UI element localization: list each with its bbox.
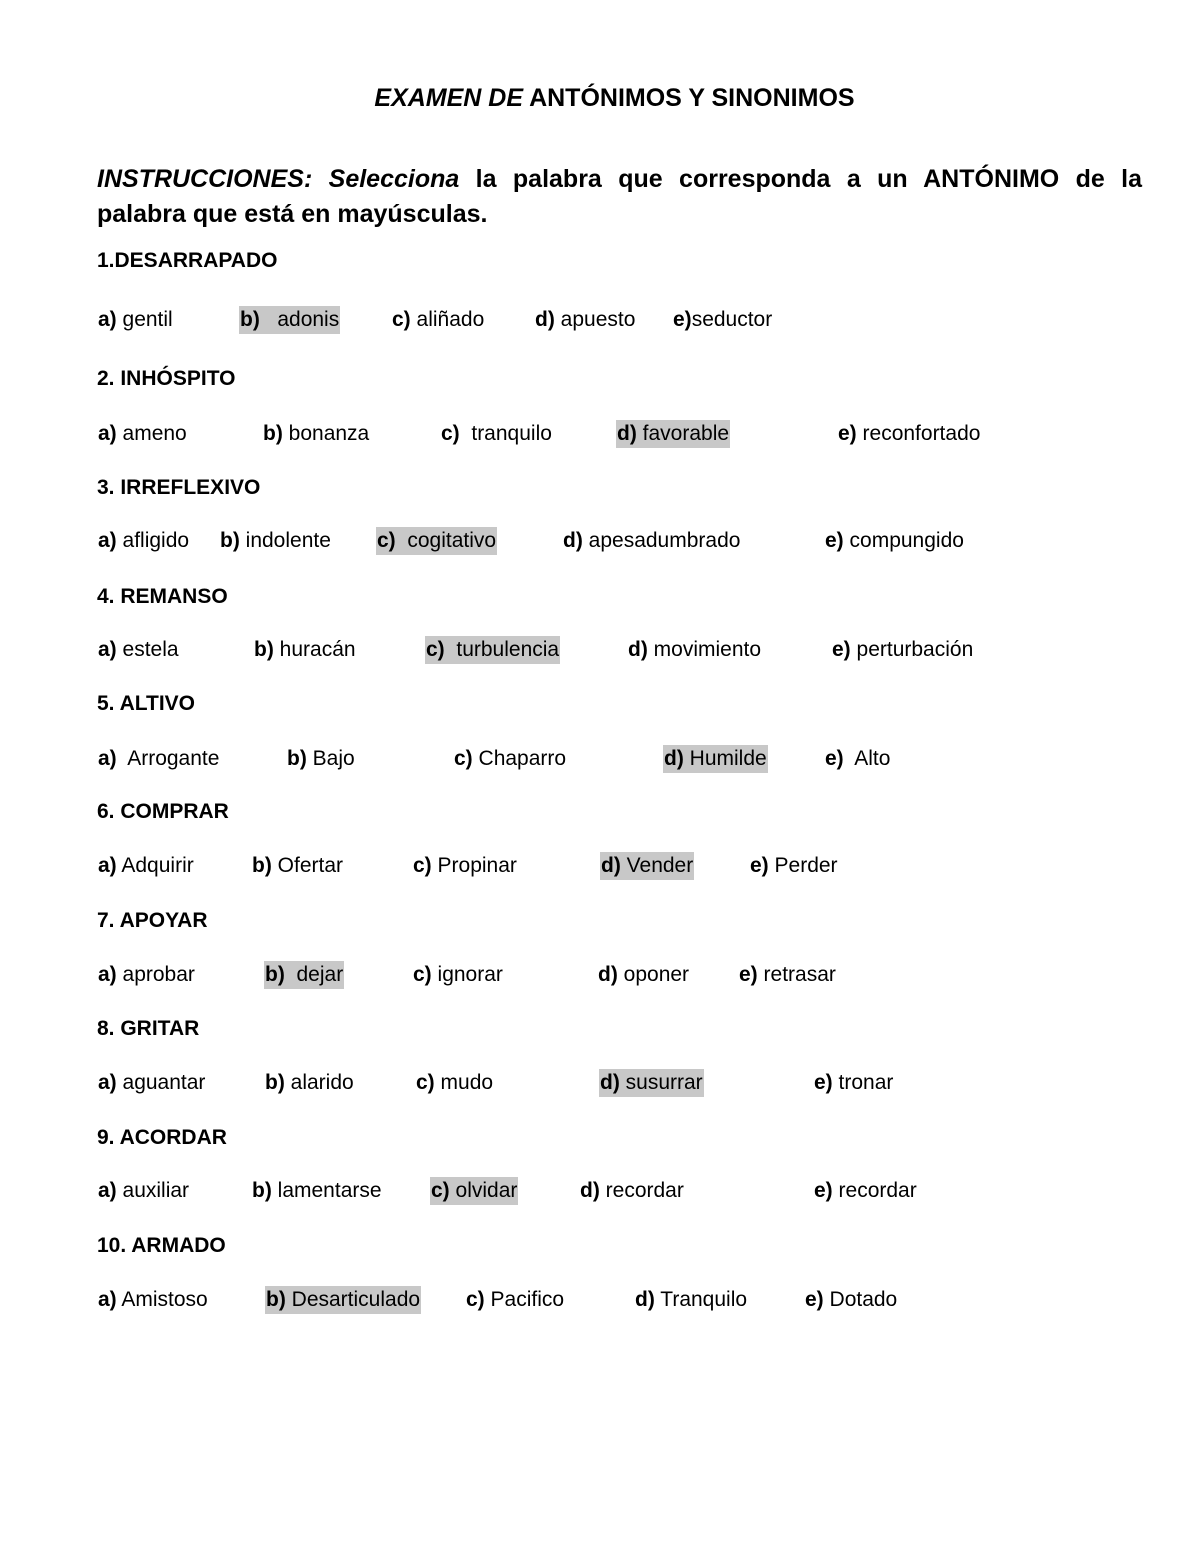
options-row [0,1286,1200,1314]
option-text: Dotado [823,1288,898,1311]
option-letter: a) [98,1288,117,1311]
answer-option[interactable] [579,1177,685,1205]
question-label: 9. ACORDAR [97,1126,227,1149]
options-row [0,420,1200,448]
option-text: apesadumbrado [582,529,741,552]
option-text: Perder [768,854,838,877]
option-text: huracán [273,638,356,661]
options-row [0,1069,1200,1097]
option-letter: a) [98,529,117,552]
answer-option[interactable] [286,745,356,773]
selected-option[interactable] [376,527,497,555]
option-letter: b) [240,308,260,331]
option-letter: d) [600,1071,620,1094]
answer-option[interactable] [453,745,567,773]
question-label: 2. INHÓSPITO [97,367,236,390]
answer-option[interactable] [749,852,839,880]
answer-option[interactable] [534,306,636,334]
option-text: Bajo [306,747,355,770]
option-text: afligido [116,529,190,552]
option-text: favorable [636,422,730,445]
option-letter: e) [814,1179,833,1202]
answer-option[interactable] [97,420,188,448]
option-text: movimiento [647,638,762,661]
options-row [0,1177,1200,1205]
answer-option[interactable] [634,1286,748,1314]
option-letter: b) [265,963,285,986]
answer-option[interactable] [97,852,195,880]
option-text: Alto [843,747,891,770]
option-letter: d) [563,529,583,552]
option-text: susurrar [619,1071,703,1094]
option-text: estela [116,638,179,661]
option-letter: a) [98,1071,117,1094]
option-text: Chaparro [472,747,567,770]
answer-option[interactable] [597,961,690,989]
answer-option[interactable] [672,306,773,334]
answer-option[interactable] [97,527,190,555]
option-letter: e) [673,308,692,331]
answer-option[interactable] [97,1069,206,1097]
answer-option[interactable] [97,1177,190,1205]
question-label: 1.DESARRAPADO [97,249,278,272]
option-text: lamentarse [271,1179,382,1202]
option-letter: b) [265,1071,285,1094]
title-italic: EXAMEN DE [374,84,524,112]
option-text: Pacifico [484,1288,565,1311]
option-letter: a) [98,638,117,661]
question-label: 5. ALTIVO [97,692,196,715]
option-text: bonanza [282,422,370,445]
option-text: adonis [259,308,340,331]
question-label: 8. GRITAR [97,1017,200,1040]
selected-option[interactable] [265,1286,421,1314]
option-text: reconfortado [856,422,981,445]
answer-option[interactable] [97,961,196,989]
option-letter: b) [266,1288,286,1311]
answer-option[interactable] [391,306,485,334]
question-label: 3. IRREFLEXIVO [97,476,261,499]
option-letter: c) [466,1288,485,1311]
option-letter: e) [838,422,857,445]
options-row [0,636,1200,664]
option-letter: b) [252,854,272,877]
answer-option[interactable] [264,1069,355,1097]
options-row [0,745,1200,773]
option-letter: e) [825,529,844,552]
selected-option[interactable] [264,961,344,989]
answer-option[interactable] [824,745,891,773]
option-text: apuesto [554,308,636,331]
answer-option[interactable] [824,527,965,555]
answer-option[interactable] [738,961,837,989]
answer-option[interactable] [804,1286,898,1314]
answer-option[interactable] [412,852,518,880]
answer-option[interactable] [813,1069,894,1097]
option-letter: d) [580,1179,600,1202]
option-letter: b) [220,529,240,552]
answer-option[interactable] [627,636,762,664]
option-text: Propinar [431,854,517,877]
option-letter: e) [814,1071,833,1094]
question-label: 10. ARMADO [97,1234,226,1257]
answer-option[interactable] [440,420,553,448]
option-letter: e) [832,638,851,661]
selected-option[interactable] [663,745,768,773]
answer-option[interactable] [262,420,370,448]
option-letter: a) [98,422,117,445]
option-letter: c) [426,638,445,661]
option-text: alarido [284,1071,354,1094]
option-letter: c) [392,308,411,331]
option-letter: a) [98,1179,117,1202]
option-text: recordar [832,1179,917,1202]
option-text: Humilde [683,747,767,770]
instructions [97,162,1142,232]
option-letter: d) [617,422,637,445]
option-letter: a) [98,308,117,331]
option-text: recordar [599,1179,684,1202]
option-letter: a) [98,963,117,986]
options-row [0,852,1200,880]
answer-option[interactable] [562,527,741,555]
option-text: Amistoso [116,1288,208,1311]
option-text: aliñado [410,308,485,331]
option-letter: c) [416,1071,435,1094]
option-text: gentil [116,308,173,331]
option-text: Ofertar [271,854,344,877]
option-text: Vender [620,854,694,877]
option-letter: d) [535,308,555,331]
answer-option[interactable] [219,527,332,555]
option-letter: c) [413,963,432,986]
answer-option[interactable] [253,636,357,664]
answer-option[interactable] [813,1177,918,1205]
option-text: Tranquilo [654,1288,748,1311]
answer-option[interactable] [837,420,981,448]
option-text: tronar [832,1071,894,1094]
option-text: Adquirir [116,854,194,877]
answer-option[interactable] [251,852,344,880]
answer-option[interactable] [97,636,180,664]
option-letter: b) [287,747,307,770]
option-letter: d) [601,854,621,877]
selected-option[interactable] [616,420,730,448]
option-text: oponer [617,963,690,986]
selected-option[interactable] [425,636,560,664]
option-letter: d) [664,747,684,770]
option-letter: c) [377,529,396,552]
option-text: auxiliar [116,1179,190,1202]
option-letter: c) [431,1179,450,1202]
option-letter: b) [252,1179,272,1202]
option-letter: e) [750,854,769,877]
option-text: olvidar [449,1179,518,1202]
option-text: tranquilo [459,422,552,445]
options-row [0,306,1200,334]
instructions-rest: la palabra que corresponda a un ANTÓNIMO de la palabra que está en mayúsculas. [97,165,1142,228]
exam-title [0,82,1200,114]
option-letter: c) [413,854,432,877]
answer-option[interactable] [415,1069,494,1097]
option-letter: d) [598,963,618,986]
option-text: mudo [434,1071,494,1094]
answer-option[interactable] [97,306,174,334]
option-letter: a) [98,747,117,770]
title-rest: ANTÓNIMOS Y SINONIMOS [523,84,855,112]
option-letter: d) [635,1288,655,1311]
option-text: cogitativo [395,529,497,552]
option-letter: e) [825,747,844,770]
question-label: 6. COMPRAR [97,800,229,823]
options-row [0,961,1200,989]
option-letter: d) [628,638,648,661]
option-text: indolente [239,529,331,552]
option-text: perturbación [850,638,974,661]
answer-option[interactable] [251,1177,383,1205]
answer-option[interactable] [465,1286,565,1314]
option-letter: c) [441,422,460,445]
selected-option[interactable] [430,1177,518,1205]
option-letter: b) [254,638,274,661]
options-row [0,527,1200,555]
option-text: retrasar [757,963,836,986]
answer-option[interactable] [97,1286,209,1314]
option-text: ameno [116,422,187,445]
question-label: 4. REMANSO [97,585,228,608]
option-text: compungido [843,529,964,552]
option-text: aguantar [116,1071,206,1094]
option-text: Desarticulado [285,1288,421,1311]
instructions-italic: INSTRUCCIONES: Selecciona [97,165,460,193]
question-label: 7. APOYAR [97,909,208,932]
option-letter: a) [98,854,117,877]
selected-option[interactable] [239,306,340,334]
option-letter: c) [454,747,473,770]
option-text: dejar [284,963,344,986]
option-text: seductor [691,308,773,331]
option-text: aprobar [116,963,195,986]
selected-option[interactable] [599,1069,704,1097]
option-letter: e) [805,1288,824,1311]
selected-option[interactable] [600,852,694,880]
answer-option[interactable] [97,745,220,773]
option-letter: b) [263,422,283,445]
answer-option[interactable] [412,961,504,989]
option-text: turbulencia [444,638,560,661]
answer-option[interactable] [831,636,974,664]
option-letter: e) [739,963,758,986]
option-text: ignorar [431,963,503,986]
option-text: Arrogante [116,747,220,770]
